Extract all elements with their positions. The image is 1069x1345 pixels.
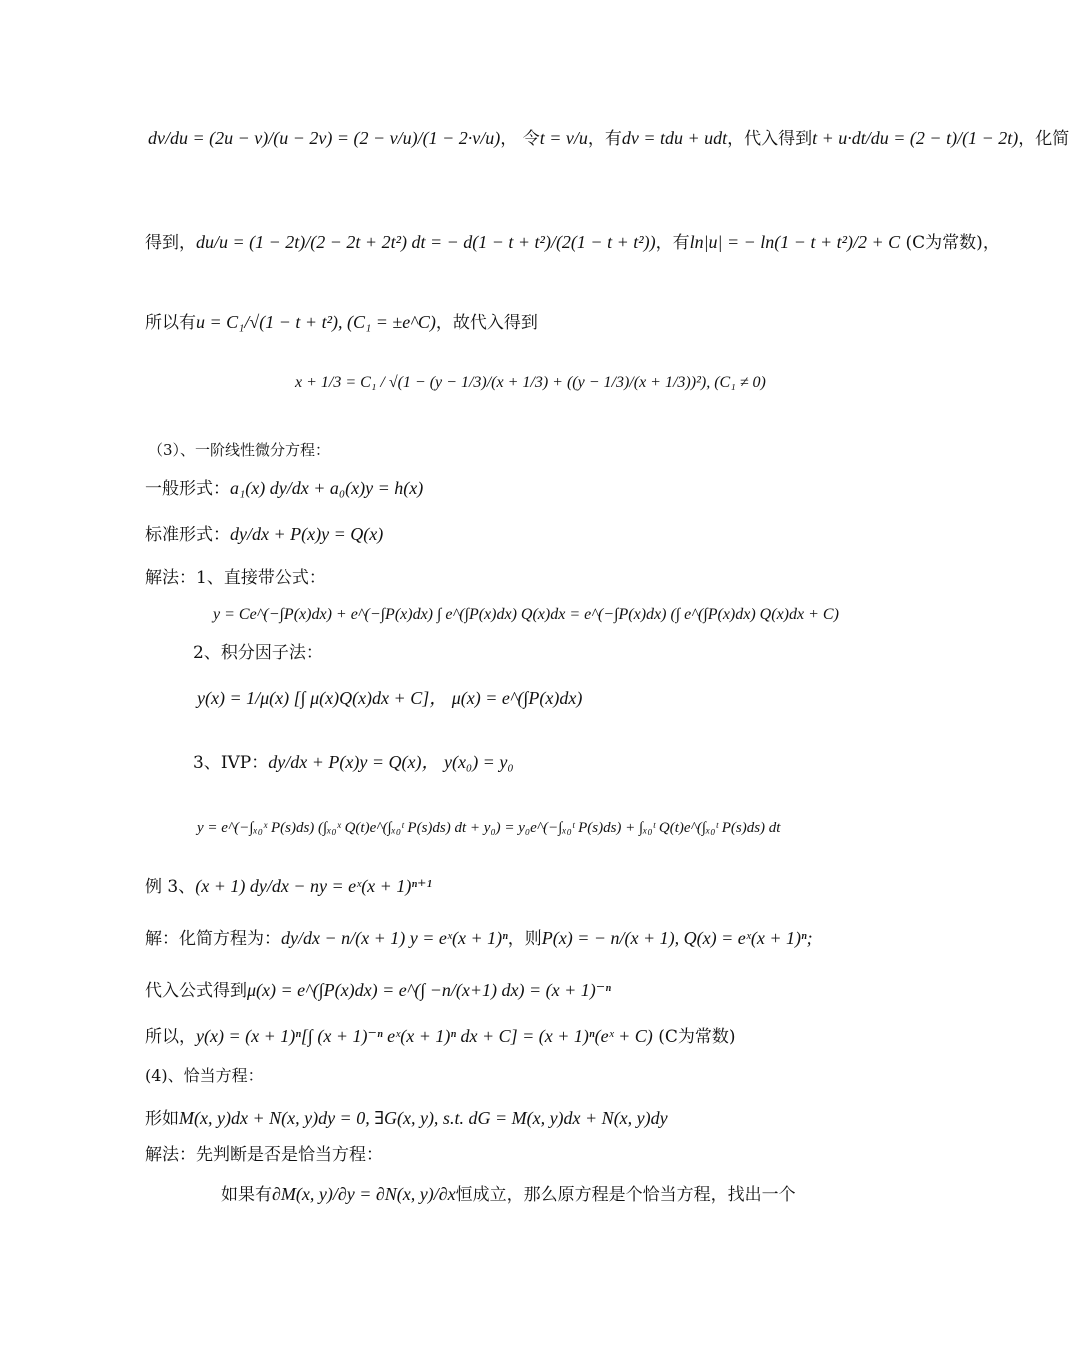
separator: ， bbox=[500, 129, 518, 149]
derivation-line-2 bbox=[145, 232, 1000, 254]
general-form-line bbox=[145, 478, 423, 500]
standard-form-label: 标准形式： bbox=[145, 525, 230, 545]
formula-2 bbox=[197, 688, 582, 710]
method-1-label: 解法：1、直接带公式： bbox=[145, 568, 326, 588]
substitute-label: 代入公式得到 bbox=[145, 981, 247, 1001]
example-3-line bbox=[145, 876, 432, 898]
so-label: 所以， bbox=[145, 1027, 196, 1047]
general-form-equation: a₁(x) dy/dx + a₀(x)y = h(x) bbox=[230, 478, 424, 498]
equation-ln-u: ln|u| = − ln(1 − t + t²)/2 + C bbox=[689, 232, 901, 252]
equation-u-solution: u = C₁/√(1 − t + t²), (C₁ = ±e^C) bbox=[196, 312, 436, 332]
formula-2-equation: y(x) = 1/μ(x) [∫ μ(x)Q(x)dx + C]， μ(x) = e^(∫P(x)dx) bbox=[197, 688, 583, 708]
solution-equation: dy/dx − n/(x + 1) y = eˣ(x + 1)ⁿ bbox=[281, 928, 508, 948]
mu-equation: μ(x) = e^(∫P(x)dx) = e^(∫ −n/(x+1) dx) = (x + 1)⁻ⁿ bbox=[247, 980, 611, 1000]
have-text: ，有 bbox=[655, 233, 690, 253]
solution-line bbox=[145, 928, 813, 950]
tail-text: 恒成立，那么原方程是个恰当方程，找出一个 bbox=[455, 1185, 796, 1205]
substitute-text: ，代入得到 bbox=[727, 129, 813, 149]
formula-1-equation: y = Ce^(−∫P(x)dx) + e^(−∫P(x)dx) ∫ e^(∫P(x)dx) Q(x)dx = e^(−∫P(x)dx) (∫ e^(∫P(x)dx) Q(x)dx + C) bbox=[213, 606, 839, 623]
let-text: 令 bbox=[522, 129, 540, 149]
substitute-text: ，故代入得到 bbox=[435, 313, 538, 333]
solution-p-q: P(x) = − n/(x + 1), Q(x) = eˣ(x + 1)ⁿ; bbox=[541, 928, 813, 948]
section-3-heading: （3）、一阶线性微分方程： bbox=[148, 441, 331, 459]
mu-line bbox=[145, 980, 611, 1002]
general-form-label: 一般形式： bbox=[145, 479, 230, 499]
formula-3 bbox=[197, 818, 780, 837]
equation-final-x: x + 1/3 = C₁ / √(1 − (y − 1/3)/(x + 1/3) + ((y − 1/3)/(x + 1/3))²), (C₁ ≠ 0) bbox=[295, 374, 766, 391]
formula-3-equation: y = e^(−∫ₓ₀ˣ P(s)ds) (∫ₓ₀ˣ Q(t)e^(∫ₓ₀ᵗ P(s)ds) dt + y₀) = y₀e^(−∫ₓ₀ᵗ P(s)ds) + ∫ₓ₀ᵗ Q(t)e^(∫ₓ₀ᵗ P(s)ds) dt bbox=[197, 820, 781, 836]
final-line bbox=[145, 1026, 735, 1048]
formula-1 bbox=[213, 604, 839, 624]
solution-label: 解：化简方程为： bbox=[145, 929, 281, 949]
method-2-label: 2、积分因子法： bbox=[193, 643, 323, 663]
equation-du-u: du/u = (1 − 2t)/(2 − 2t + 2t²) dt = − d(1 − t + t²)/(2(1 − t + t²)) bbox=[196, 232, 656, 252]
exact-form-equation: M(x, y)dx + N(x, y)dy = 0, ∃G(x, y), s.t. dG = M(x, y)dx + N(x, y)dy bbox=[179, 1108, 668, 1128]
equation-substituted: t + u·dt/du = (2 − t)/(1 − 2t) bbox=[812, 128, 1019, 148]
form-label: 形如 bbox=[145, 1109, 179, 1129]
derivation-line-3 bbox=[145, 312, 538, 334]
final-equation: y(x) = (x + 1)ⁿ[∫ (x + 1)⁻ⁿ eˣ(x + 1)ⁿ dx + C] = (x + 1)ⁿ(eˣ + C) bbox=[196, 1026, 653, 1046]
exact-condition-equation: ∂M(x, y)/∂y = ∂N(x, y)/∂x bbox=[272, 1184, 456, 1204]
section-4-heading: (4)、恰当方程： bbox=[145, 1066, 264, 1085]
standard-form-equation: dy/dx + P(x)y = Q(x) bbox=[230, 524, 384, 544]
derivation-line-1 bbox=[148, 128, 1069, 150]
standard-form-line bbox=[145, 524, 383, 546]
ivp-label: 3、IVP： bbox=[193, 753, 269, 773]
equation-dv: dv = tdu + udt bbox=[621, 128, 728, 148]
exact-method-label: 解法：先判断是否是恰当方程： bbox=[145, 1145, 383, 1165]
derivation-line-3-result bbox=[295, 372, 766, 392]
so-text: 所以有 bbox=[145, 313, 196, 333]
have-text: ，有 bbox=[587, 129, 622, 149]
const-note: (C为常数) bbox=[658, 1027, 736, 1047]
if-text: 如果有 bbox=[221, 1185, 272, 1205]
example-3-equation: (x + 1) dy/dx − ny = eˣ(x + 1)ⁿ⁺¹ bbox=[195, 876, 432, 896]
ivp-equation: dy/dx + P(x)y = Q(x)， y(x₀) = y₀ bbox=[268, 752, 514, 772]
then-text: ，则 bbox=[507, 929, 542, 949]
const-note: (C为常数)， bbox=[905, 233, 1000, 253]
equation-t-def: t = v/u bbox=[539, 128, 588, 148]
exact-condition-line bbox=[221, 1184, 796, 1206]
exact-form-line bbox=[145, 1108, 668, 1130]
get-text: 得到， bbox=[145, 233, 196, 253]
example-3-label: 例 3、 bbox=[145, 877, 196, 897]
equation-dv-du: dv/du = (2u − v)/(u − 2v) = (2 − v/u)/(1 − 2·v/u) bbox=[148, 128, 501, 148]
simplify-text: ，化简 bbox=[1018, 129, 1069, 149]
ivp-line bbox=[193, 752, 514, 774]
